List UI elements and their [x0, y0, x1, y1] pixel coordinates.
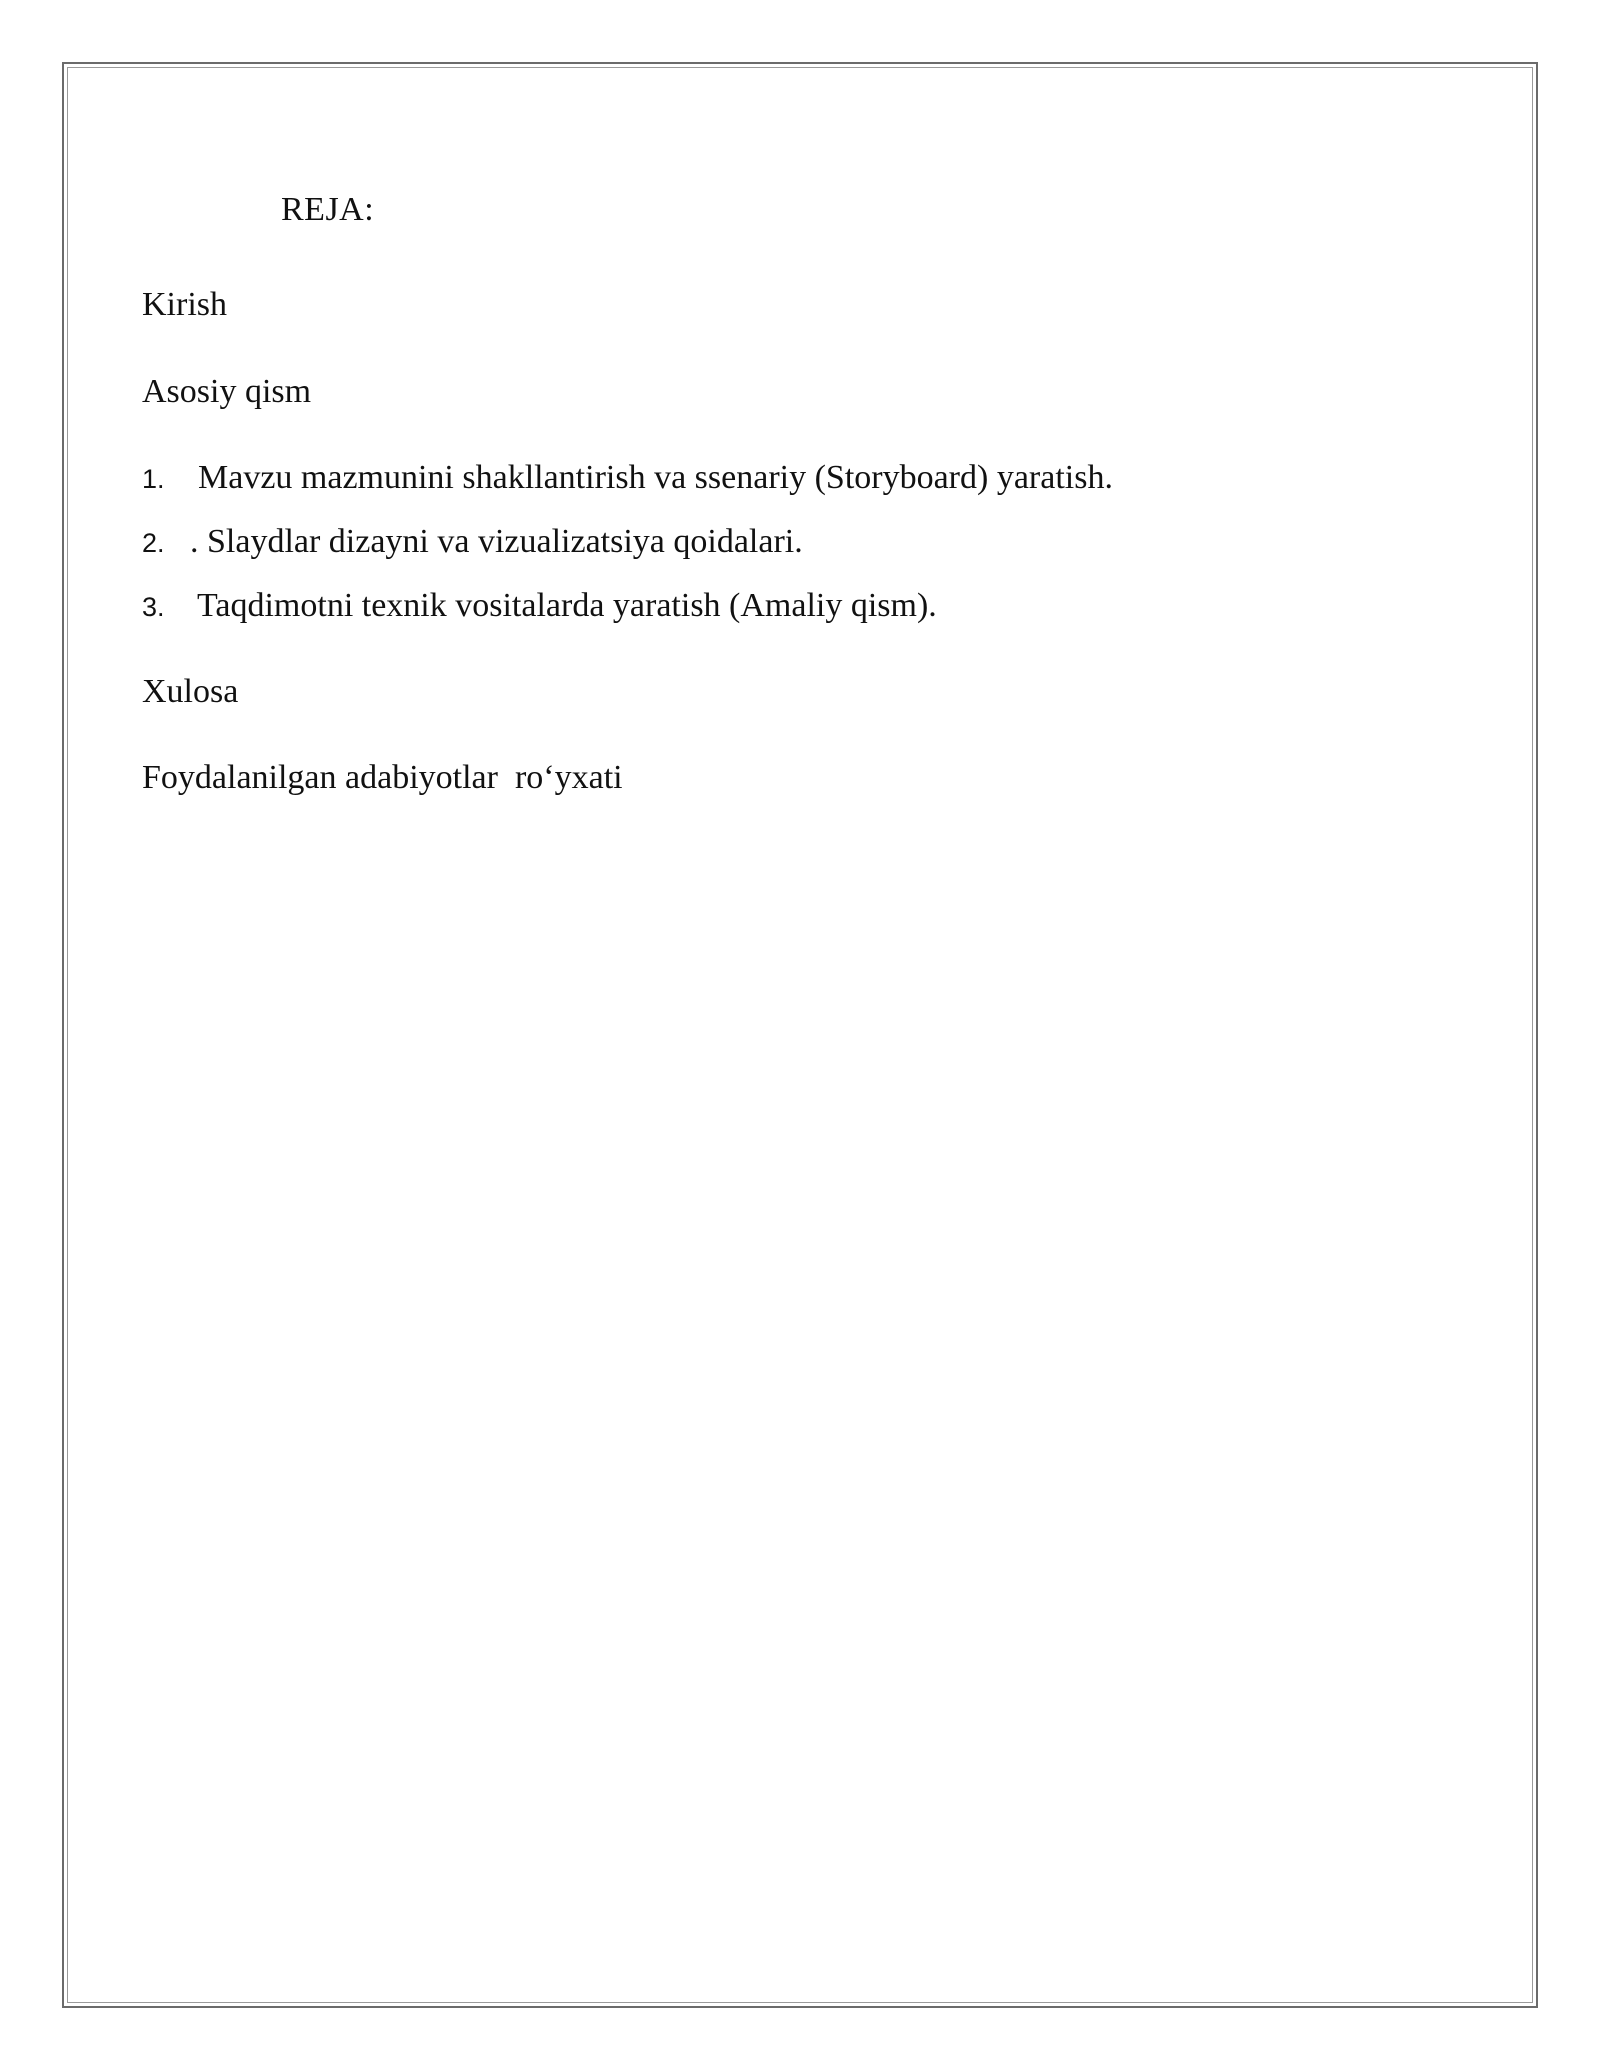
list-item — [142, 458, 1113, 498]
page-frame — [62, 62, 1538, 2008]
list-item-number: 2. — [142, 528, 165, 558]
list-item — [142, 522, 803, 562]
list-item-number: 1. — [142, 464, 165, 494]
section-references: Foydalanilgan adabiyotlar ro‘yxati — [142, 759, 623, 796]
section-conclusion: Xulosa — [142, 673, 239, 710]
list-item-text: Mavzu mazmunini shakllantirish va ssenariy (Storyboard) yaratish. — [198, 459, 1113, 496]
list-item-text: Taqdimotni texnik vositalarda yaratish (Amaliy qism). — [197, 587, 937, 624]
list-item-text: . Slaydlar dizayni va vizualizatsiya qoidalari. — [190, 523, 803, 560]
section-main: Asosiy qism — [142, 373, 312, 410]
list-item-number: 3. — [142, 592, 165, 622]
page-title: REJA: — [281, 191, 375, 228]
list-item — [142, 586, 937, 626]
section-intro: Kirish — [142, 286, 227, 323]
